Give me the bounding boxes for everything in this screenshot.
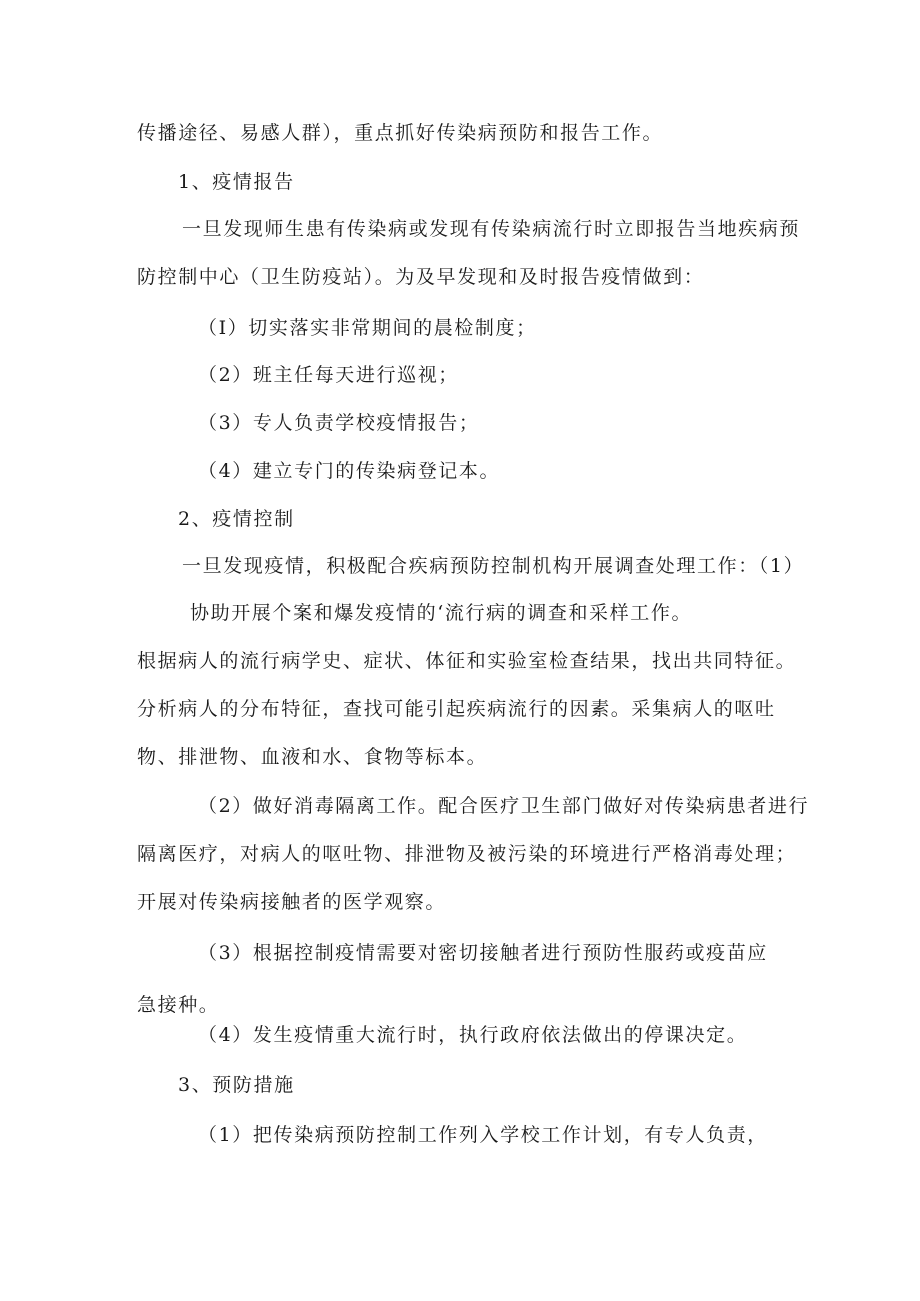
list-item: （4）发生疫情重大流行时，执行政府依法做出的停课决定。	[198, 1024, 748, 1046]
paragraph-line: 一旦发现师生患有传染病或发现有传染病流行时立即报告当地疾病预	[182, 218, 801, 240]
paragraph-line: 物、排泄物、血液和水、食物等标本。	[137, 746, 488, 768]
list-item: （3）专人负责学校疫情报告；	[198, 412, 480, 434]
paragraph-line: 开展对传染病接触者的医学观察。	[137, 891, 447, 913]
section-heading-epidemic-report: 1、疫情报告	[178, 171, 295, 193]
paragraph-line: 一旦发现疫情，积极配合疾病预防控制机构开展调查处理工作：（1）	[182, 555, 805, 577]
list-item: （2）班主任每天进行巡视；	[198, 364, 459, 386]
list-item: （3）根据控制疫情需要对密切接触者进行预防性服药或疫苗应	[198, 942, 768, 964]
paragraph-line-continuation: 传播途径、易感人群），重点抓好传染病预防和报告工作。	[137, 122, 664, 144]
section-heading-prevention-measures: 3、预防措施	[178, 1074, 295, 1096]
list-item: （1）把传染病预防控制工作列入学校工作计划，有专人负责，	[198, 1124, 768, 1146]
paragraph-line: 急接种。	[137, 994, 220, 1016]
list-item: （2）做好消毒隔离工作。配合医疗卫生部门做好对传染病患者进行	[198, 795, 810, 817]
paragraph-line: 隔离医疗，对病人的呕吐物、排泄物及被污染的环境进行严格消毒处理；	[137, 843, 797, 865]
list-item: （4）建立专门的传染病登记本。	[198, 460, 501, 482]
paragraph-line: 协助开展个案和爆发疫情的‘流行病的调查和采样工作。	[190, 602, 693, 624]
paragraph-line: 防控制中心（卫生防疫站）。为及早发现和及时报告疫情做到：	[137, 266, 705, 288]
paragraph-line: 分析病人的分布特征，查找可能引起疾病流行的因素。采集病人的呕吐	[137, 698, 776, 720]
paragraph-line: 根据病人的流行病学史、症状、体征和实验室检查结果，找出共同特征。	[137, 650, 797, 672]
section-heading-epidemic-control: 2、疫情控制	[178, 508, 295, 530]
list-item: （I）切实落实非常期间的晨检制度；	[198, 317, 537, 339]
